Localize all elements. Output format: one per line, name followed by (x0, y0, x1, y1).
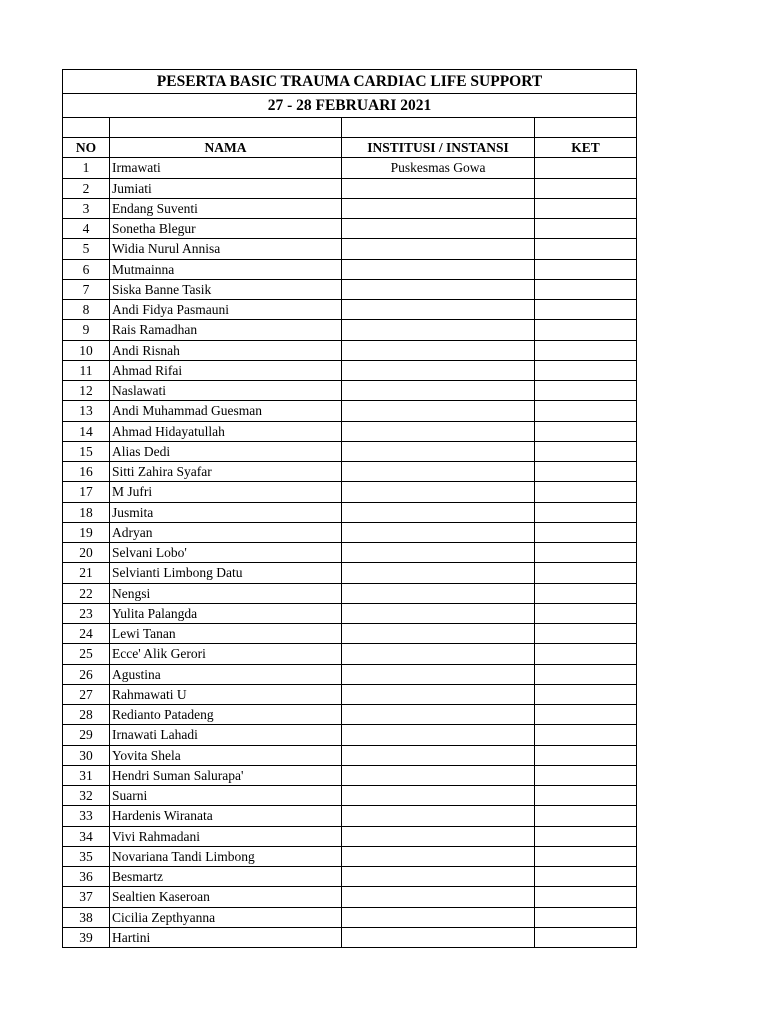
remark-cell (535, 300, 637, 320)
institution-cell (342, 603, 535, 623)
institution-cell (342, 340, 535, 360)
institution-cell (342, 178, 535, 198)
participant-name: Yovita Shela (110, 745, 342, 765)
row-number: 33 (63, 806, 110, 826)
row-number: 23 (63, 603, 110, 623)
institution-cell (342, 198, 535, 218)
remark-cell (535, 887, 637, 907)
table-row (63, 198, 637, 218)
table-row (63, 786, 637, 806)
remark-cell (535, 603, 637, 623)
participant-name: Yulita Palangda (110, 603, 342, 623)
remark-cell (535, 320, 637, 340)
remark-cell (535, 178, 637, 198)
remark-cell (535, 441, 637, 461)
table-row (63, 765, 637, 785)
participant-name: Novariana Tandi Limbong (110, 846, 342, 866)
table-row (63, 219, 637, 239)
row-number: 29 (63, 725, 110, 745)
blank-cell (535, 118, 637, 138)
institution-cell (342, 867, 535, 887)
row-number: 39 (63, 927, 110, 947)
row-number: 34 (63, 826, 110, 846)
participant-name: Widia Nurul Annisa (110, 239, 342, 259)
institution-cell (342, 826, 535, 846)
row-number: 10 (63, 340, 110, 360)
participant-name: Siska Banne Tasik (110, 279, 342, 299)
institution-cell (342, 320, 535, 340)
participant-name: Endang Suventi (110, 198, 342, 218)
blank-cell (63, 118, 110, 138)
table-row (63, 320, 637, 340)
participant-name: Ahmad Rifai (110, 360, 342, 380)
remark-cell (535, 745, 637, 765)
institution-cell (342, 360, 535, 380)
institution-cell (342, 421, 535, 441)
institution-cell (342, 745, 535, 765)
participant-name: Redianto Patadeng (110, 705, 342, 725)
institution-cell (342, 705, 535, 725)
remark-cell (535, 684, 637, 704)
table-row (63, 239, 637, 259)
table-row (63, 887, 637, 907)
table-row (63, 826, 637, 846)
row-number: 19 (63, 522, 110, 542)
remark-cell (535, 644, 637, 664)
row-number: 22 (63, 583, 110, 603)
column-header-nama: NAMA (110, 138, 342, 158)
institution-cell (342, 765, 535, 785)
table-row (63, 543, 637, 563)
institution-cell (342, 624, 535, 644)
row-number: 15 (63, 441, 110, 461)
remark-cell (535, 543, 637, 563)
table-row (63, 907, 637, 927)
remark-cell (535, 158, 637, 178)
institution-cell (342, 806, 535, 826)
remark-cell (535, 867, 637, 887)
table-row (63, 360, 637, 380)
institution-cell (342, 846, 535, 866)
row-number: 8 (63, 300, 110, 320)
column-header-no: NO (63, 138, 110, 158)
participant-name: Jumiati (110, 178, 342, 198)
participant-name: Alias Dedi (110, 441, 342, 461)
remark-cell (535, 462, 637, 482)
table-row (63, 644, 637, 664)
participant-name: Hardenis Wiranata (110, 806, 342, 826)
event-date: 27 - 28 FEBRUARI 2021 (63, 94, 637, 118)
row-number: 16 (63, 462, 110, 482)
table-row (63, 705, 637, 725)
row-number: 28 (63, 705, 110, 725)
remark-cell (535, 927, 637, 947)
participant-name: Andi Fidya Pasmauni (110, 300, 342, 320)
remark-cell (535, 806, 637, 826)
row-number: 14 (63, 421, 110, 441)
remark-cell (535, 259, 637, 279)
table-row (63, 441, 637, 461)
row-number: 17 (63, 482, 110, 502)
participant-name: Adryan (110, 522, 342, 542)
table-row (63, 745, 637, 765)
remark-cell (535, 563, 637, 583)
remark-cell (535, 664, 637, 684)
participant-name: Vivi Rahmadani (110, 826, 342, 846)
table-row (63, 482, 637, 502)
remark-cell (535, 340, 637, 360)
remark-cell (535, 624, 637, 644)
institution-cell (342, 786, 535, 806)
participant-name: Besmartz (110, 867, 342, 887)
remark-cell (535, 239, 637, 259)
row-number: 4 (63, 219, 110, 239)
institution-cell (342, 907, 535, 927)
participant-name: Lewi Tanan (110, 624, 342, 644)
row-number: 9 (63, 320, 110, 340)
participant-name: Sonetha Blegur (110, 219, 342, 239)
row-number: 5 (63, 239, 110, 259)
institution-cell (342, 563, 535, 583)
table-row (63, 563, 637, 583)
participant-name: Ahmad Hidayatullah (110, 421, 342, 441)
table-row (63, 684, 637, 704)
header-row (63, 138, 637, 158)
remark-cell (535, 219, 637, 239)
row-number: 6 (63, 259, 110, 279)
institution-cell (342, 239, 535, 259)
table-row (63, 664, 637, 684)
column-header-institusi: INSTITUSI / INSTANSI (342, 138, 535, 158)
participant-name: Selvianti Limbong Datu (110, 563, 342, 583)
row-number: 36 (63, 867, 110, 887)
participant-name: Sealtien Kaseroan (110, 887, 342, 907)
row-number: 26 (63, 664, 110, 684)
institution-cell (342, 482, 535, 502)
remark-cell (535, 279, 637, 299)
table-row (63, 340, 637, 360)
row-number: 18 (63, 502, 110, 522)
row-number: 13 (63, 401, 110, 421)
institution-cell (342, 219, 535, 239)
row-number: 7 (63, 279, 110, 299)
participant-name: M Jufri (110, 482, 342, 502)
table-row (63, 279, 637, 299)
institution-cell (342, 279, 535, 299)
institution-cell (342, 644, 535, 664)
participant-name: Mutmainna (110, 259, 342, 279)
institution-cell (342, 401, 535, 421)
participant-name: Ecce' Alik Gerori (110, 644, 342, 664)
table-row (63, 725, 637, 745)
participant-name: Agustina (110, 664, 342, 684)
remark-cell (535, 198, 637, 218)
participant-name: Irnawati Lahadi (110, 725, 342, 745)
institution-cell (342, 887, 535, 907)
institution-cell (342, 725, 535, 745)
institution-cell (342, 381, 535, 401)
participant-name: Andi Muhammad Guesman (110, 401, 342, 421)
participant-name: Rais Ramadhan (110, 320, 342, 340)
institution-cell (342, 543, 535, 563)
remark-cell (535, 705, 637, 725)
institution-cell (342, 462, 535, 482)
column-header-ket: KET (535, 138, 637, 158)
remark-cell (535, 765, 637, 785)
participant-name: Selvani Lobo' (110, 543, 342, 563)
table-row (63, 259, 637, 279)
table-row (63, 603, 637, 623)
remark-cell (535, 381, 637, 401)
row-number: 37 (63, 887, 110, 907)
remark-cell (535, 583, 637, 603)
participant-name: Irmawati (110, 158, 342, 178)
table-row (63, 158, 637, 178)
participant-name: Naslawati (110, 381, 342, 401)
table-row (63, 522, 637, 542)
institution-cell (342, 684, 535, 704)
row-number: 30 (63, 745, 110, 765)
institution-cell (342, 259, 535, 279)
row-number: 31 (63, 765, 110, 785)
participant-name: Jusmita (110, 502, 342, 522)
row-number: 25 (63, 644, 110, 664)
row-number: 3 (63, 198, 110, 218)
participant-name: Hendri Suman Salurapa' (110, 765, 342, 785)
remark-cell (535, 846, 637, 866)
table-row (63, 927, 637, 947)
remark-cell (535, 725, 637, 745)
remark-cell (535, 907, 637, 927)
institution-cell (342, 522, 535, 542)
participant-name: Cicilia Zepthyanna (110, 907, 342, 927)
participant-name: Suarni (110, 786, 342, 806)
blank-cell (110, 118, 342, 138)
institution-cell (342, 583, 535, 603)
title-row (63, 70, 637, 94)
row-number: 21 (63, 563, 110, 583)
participant-name: Hartini (110, 927, 342, 947)
participant-table (62, 69, 637, 948)
table-row (63, 502, 637, 522)
row-number: 1 (63, 158, 110, 178)
blank-row (63, 118, 637, 138)
row-number: 38 (63, 907, 110, 927)
row-number: 35 (63, 846, 110, 866)
remark-cell (535, 360, 637, 380)
institution-cell (342, 300, 535, 320)
participant-name: Nengsi (110, 583, 342, 603)
table-row (63, 421, 637, 441)
table-row (63, 300, 637, 320)
participant-name: Andi Risnah (110, 340, 342, 360)
row-number: 11 (63, 360, 110, 380)
remark-cell (535, 401, 637, 421)
institution-cell (342, 441, 535, 461)
remark-cell (535, 826, 637, 846)
row-number: 2 (63, 178, 110, 198)
participant-name: Sitti Zahira Syafar (110, 462, 342, 482)
row-number: 20 (63, 543, 110, 563)
remark-cell (535, 482, 637, 502)
row-number: 24 (63, 624, 110, 644)
document-title: PESERTA BASIC TRAUMA CARDIAC LIFE SUPPORT (63, 70, 637, 94)
participant-name: Rahmawati U (110, 684, 342, 704)
remark-cell (535, 502, 637, 522)
row-number: 12 (63, 381, 110, 401)
institution-cell (342, 502, 535, 522)
table-row (63, 624, 637, 644)
table-row (63, 846, 637, 866)
date-row (63, 94, 637, 118)
row-number: 32 (63, 786, 110, 806)
remark-cell (535, 786, 637, 806)
blank-cell (342, 118, 535, 138)
row-number: 27 (63, 684, 110, 704)
table-row (63, 867, 637, 887)
table-row (63, 462, 637, 482)
remark-cell (535, 421, 637, 441)
table-row (63, 401, 637, 421)
table-row (63, 583, 637, 603)
institution-cell (342, 927, 535, 947)
institution-cell (342, 664, 535, 684)
table-row (63, 381, 637, 401)
table-row (63, 806, 637, 826)
remark-cell (535, 522, 637, 542)
table-row (63, 178, 637, 198)
institution-cell: Puskesmas Gowa (342, 158, 535, 178)
